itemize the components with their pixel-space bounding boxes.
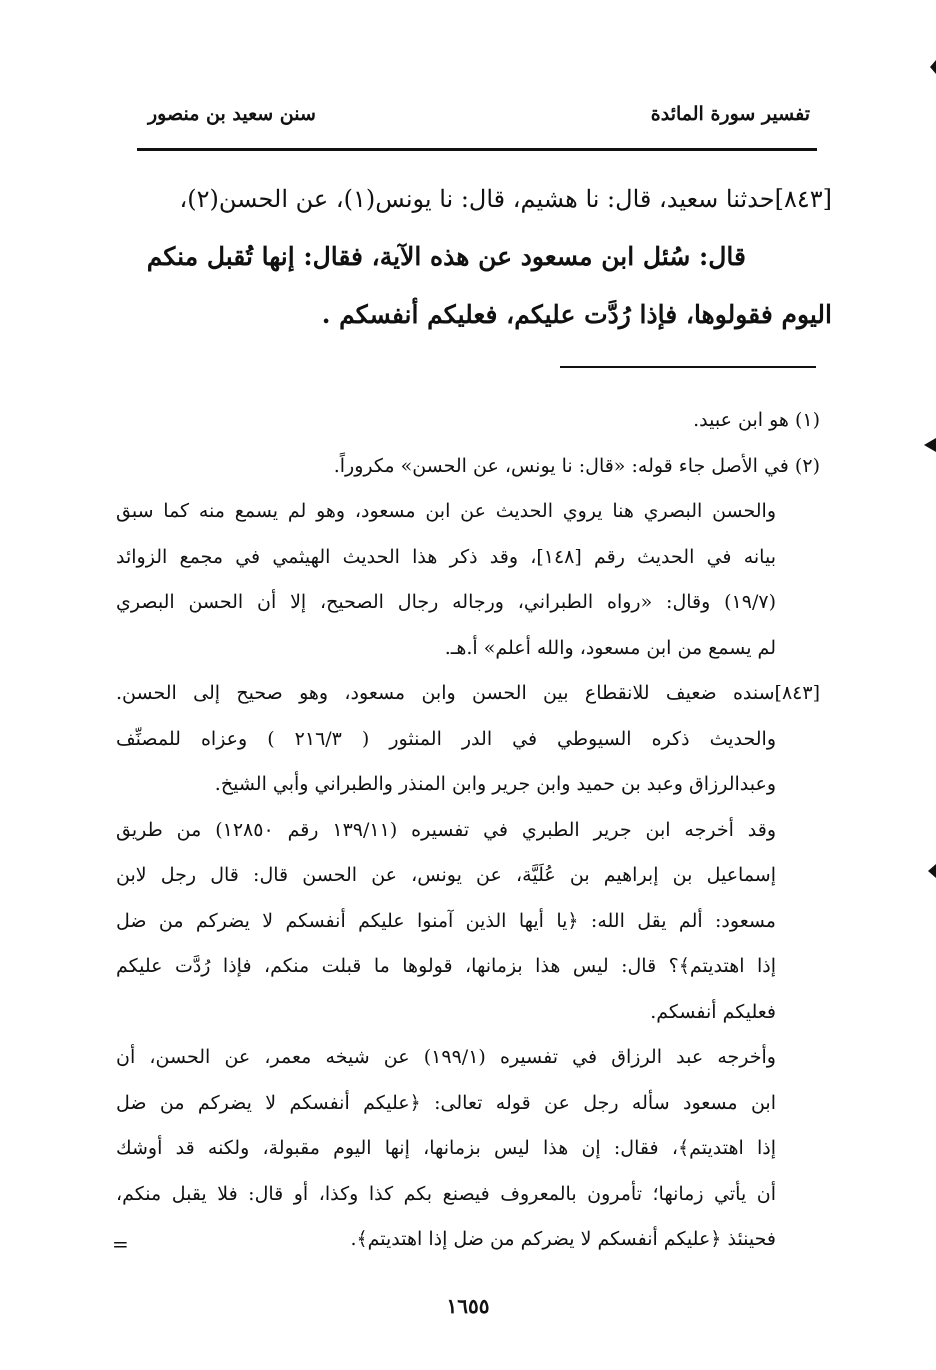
takhrij-line: فحينئذ ﴿عليكم أنفسكم لا يضركم من ضل إذا اهتديتم﴾.: [350, 1228, 776, 1250]
header-book-title: سنن سعيد بن منصور: [148, 103, 316, 125]
scan-edge-mark-icon: [928, 864, 936, 878]
hadith-number: [٨٤٣]: [774, 185, 832, 213]
takhrij-line: والحديث ذكره السيوطي في الدر المنثور ( ٢١٦/٣ ) وعزاه للمصنِّف: [116, 727, 776, 750]
hadith-line-1: [120, 170, 832, 228]
takhrij-line: وعبدالرزاق وعبد بن حميد وابن جرير وابن المنذر والطبراني وأبي الشيخ.: [214, 773, 776, 795]
footnotes-section: [116, 398, 820, 1263]
footnote-2-line: لم يسمع من ابن مسعود، والله أعلم» أ.هـ.: [444, 636, 776, 659]
hadith-line-3: اليوم فقولوها، فإذا رُدَّت عليكم، فعليكم أنفسكم .: [321, 300, 832, 329]
footnote-2-line: بيانه في الحديث رقم [١٤٨]، وقد ذكر هذا الحديث الهيثمي في مجمع الزوائد: [116, 545, 776, 568]
footnote-2-line: والحسن البصري هنا يروي الحديث عن ابن مسعود، وهو لم يسمع منه كما سبق: [116, 500, 776, 522]
takhrij-line: أن يأتي زمانها؛ تأمرون بالمعروف فيصنع بكم كذا وكذا، أو قال: فلا يقبل منكم،: [116, 1182, 776, 1205]
takhrij-line: إذا اهتديتم﴾؟ قال: ليس هذا بزمانها، قولوها ما قبلت منكم، فإذا رُدَّت عليكم: [116, 955, 776, 977]
takhrij-line: وأخرجه عبد الرزاق في تفسيره (١٩٩/١) عن شيخه معمر، عن الحسن، أن: [116, 1046, 776, 1068]
takhrij-line: إذا اهتديتم﴾، فقال: إن هذا ليس بزمانها، إنها اليوم مقبولة، ولكنه قد أوشك: [116, 1137, 776, 1159]
header-surah-title: تفسير سورة المائدة: [650, 103, 810, 125]
hadith-isnad: حدثنا سعيد، قال: نا هشيم، قال: نا يونس(١)، عن الحسن(٢)،: [179, 185, 775, 213]
footnote-1: (١) هو ابن عبيد.: [693, 409, 820, 431]
header-rule: [137, 148, 817, 151]
page-number: ١٦٥٥: [446, 1294, 490, 1318]
footnote-2: (٢) في الأصل جاء قوله: «قال: نا يونس، عن الحسن» مكروراً.: [333, 454, 820, 477]
scan-edge-mark-icon: [924, 438, 936, 452]
takhrij-line: فعليكم أنفسكم.: [650, 1000, 776, 1023]
scan-edge-mark-icon: [930, 60, 936, 74]
takhrij-line: مسعود: ألم يقل الله: ﴿يا أيها الذين آمنوا عليكم أنفسكم لا يضركم من ضل: [116, 909, 776, 932]
takhrij-line: وقد أخرجه ابن جرير الطبري في تفسيره (١٣٩/١١ رقم ١٢٨٥٠) من طريق: [116, 818, 777, 841]
takhrij-line: إسماعيل بن إبراهيم بن عُلَيَّة، عن يونس، عن الحسن قال: قال رجل لابن: [116, 864, 776, 886]
takhrij-line: ابن مسعود سأله رجل عن قوله تعالى: ﴿عليكم أنفسكم لا يضركم من ضل: [116, 1091, 776, 1114]
hadith-line-2: قال: سُئل ابن مسعود عن هذه الآية، فقال: إنها تُقبل منكم: [146, 242, 746, 271]
hadith-text: [120, 170, 832, 344]
takhrij-header-line: [٨٤٣]سنده ضعيف للانقطاع بين الحسن وابن مسعود، وهو صحيح إلى الحسن.: [116, 682, 820, 704]
footnote-2-line: (١٩/٧) وقال: «رواه الطبراني، ورجاله رجال الصحيح، إلا أن الحسن البصري: [116, 591, 776, 613]
footnote-separator: [560, 366, 816, 368]
continuation-mark: =: [112, 1232, 129, 1256]
